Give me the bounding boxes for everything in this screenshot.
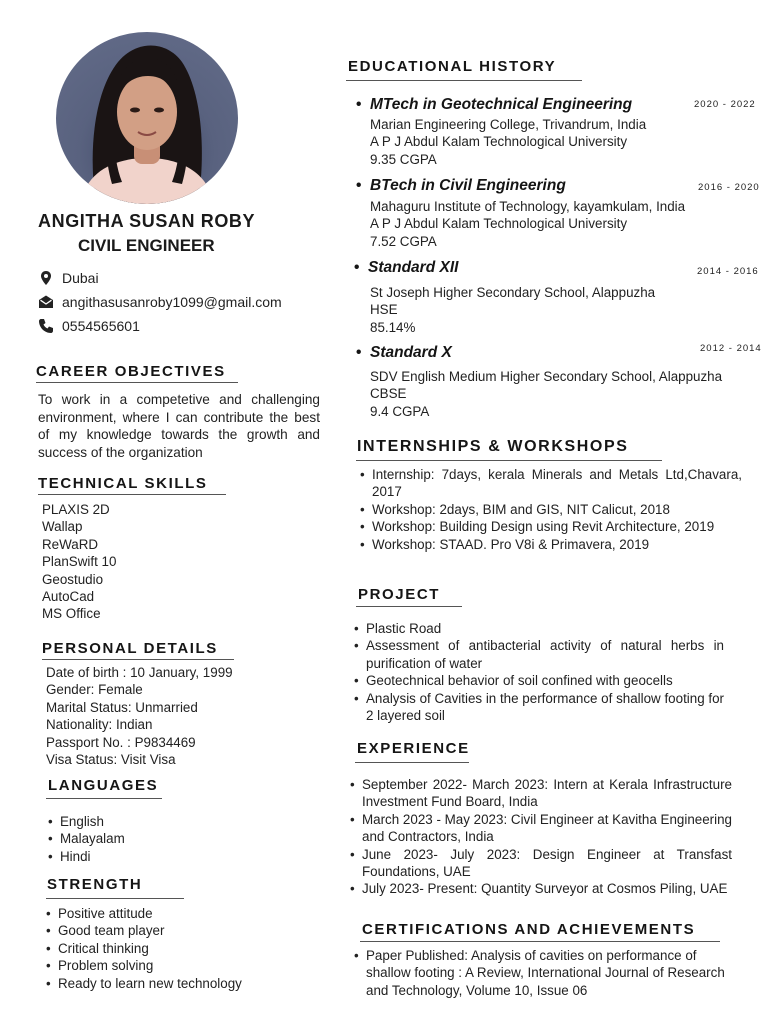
project-list — [354, 620, 724, 724]
list-item: Visa Status: Visit Visa — [46, 752, 176, 768]
phone-row — [38, 318, 140, 334]
board: CBSE — [370, 386, 407, 402]
list-item: • Good team player — [46, 922, 242, 939]
grade: 9.4 CGPA — [370, 403, 430, 419]
internships-divider — [356, 460, 662, 461]
institution: Marian Engineering College, Trivandrum, India — [370, 117, 647, 132]
university: A P J Abdul Kalam Technological University — [370, 216, 628, 232]
experience-list — [350, 776, 732, 898]
list-item: • Workshop: Building Design using Revit Architecture, 2019 — [360, 518, 742, 535]
list-item: • English — [48, 813, 125, 830]
candidate-role: CIVIL ENGINEER — [78, 236, 215, 255]
list-item: • Positive attitude — [46, 905, 242, 922]
list-item: • July 2023- Present: Quantity Surveyor at Cosmos Piling, UAE — [350, 880, 732, 897]
institution: SDV English Medium Higher Secondary School, Alappuzha — [370, 369, 723, 384]
degree-title: • MTech in Geotechnical Engineering — [370, 96, 632, 114]
experience-divider — [355, 762, 469, 763]
list-item: AutoCad — [42, 589, 95, 605]
strength-heading: STRENGTH — [47, 876, 143, 893]
profile-photo — [56, 32, 238, 204]
degree-years: 2016 - 2020 — [698, 182, 760, 193]
personal-divider — [42, 659, 234, 660]
degree-title: • Standard X — [370, 344, 452, 362]
degree-details — [370, 284, 655, 336]
grade: 85.14% — [370, 319, 416, 335]
skills-divider — [38, 494, 226, 495]
list-item: • Assessment of antibacterial activity of natural herbs in purification of water — [354, 637, 724, 672]
list-item: PLAXIS 2D — [42, 502, 110, 517]
list-item: PlanSwift 10 — [42, 554, 117, 570]
degree-title: • BTech in Civil Engineering — [370, 177, 566, 195]
list-item: • Paper Published: Analysis of cavities on performance of shallow footing : A Review, International Journal of Research and Technology, Volume 10, Issue 06 — [354, 947, 734, 999]
list-item: • Hindi — [48, 848, 125, 865]
email-row — [38, 294, 282, 310]
degree-years: 2012 - 2014 — [700, 343, 762, 354]
institution: St Joseph Higher Secondary School, Alappuzha — [370, 285, 656, 300]
university: A P J Abdul Kalam Technological University — [370, 134, 628, 150]
degree-title: • Standard XII — [368, 259, 458, 277]
certifications-divider — [360, 941, 720, 942]
portrait-illustration — [56, 32, 238, 204]
languages-list — [48, 813, 125, 865]
degree-years: 2014 - 2016 — [697, 266, 759, 277]
career-objectives-heading: CAREER OBJECTIVES — [36, 363, 226, 380]
languages-heading: LANGUAGES — [48, 777, 159, 794]
technical-skills-heading: TECHNICAL SKILLS — [38, 475, 208, 492]
career-divider — [36, 382, 238, 383]
list-item: • Problem solving — [46, 957, 242, 974]
degree-details — [370, 368, 722, 420]
phone-text[interactable]: 0554565601 — [62, 318, 140, 334]
list-item: Wallap — [42, 519, 83, 535]
list-item: Date of birth : 10 January, 1999 — [46, 665, 233, 680]
strength-list — [46, 905, 242, 992]
internships-heading: INTERNSHIPS & WORKSHOPS — [357, 438, 629, 455]
certifications-list — [354, 947, 734, 999]
project-heading: PROJECT — [358, 586, 441, 603]
personal-details-list — [46, 664, 233, 768]
list-item: • Workshop: 2days, BIM and GIS, NIT Calicut, 2018 — [360, 501, 742, 518]
certifications-heading: CERTIFICATIONS AND ACHIEVEMENTS — [362, 921, 696, 938]
degree-details — [370, 198, 685, 250]
technical-skills-list — [42, 501, 116, 623]
list-item: • September 2022- March 2023: Intern at Kerala Infrastructure Investment Fund Board, India — [350, 776, 732, 811]
list-item: • Analysis of Cavities in the performance of shallow footing for 2 layered soil — [354, 690, 724, 725]
list-item: Passport No. : P9834469 — [46, 734, 196, 750]
languages-divider — [46, 798, 162, 799]
personal-details-heading: PERSONAL DETAILS — [42, 640, 218, 657]
list-item: Gender: Female — [46, 682, 143, 698]
list-item: Nationality: Indian — [46, 717, 153, 733]
list-item: MS Office — [42, 606, 101, 622]
list-item: • March 2023 - May 2023: Civil Engineer at Kavitha Engineering and Contractors, India — [350, 811, 732, 846]
list-item: Marital Status: Unmarried — [46, 699, 198, 715]
location-text: Dubai — [62, 270, 99, 286]
degree-years: 2020 - 2022 — [694, 99, 756, 110]
board: HSE — [370, 302, 398, 318]
project-divider — [356, 606, 462, 607]
list-item: • Geotechnical behavior of soil confined with geocells — [354, 672, 724, 689]
internships-list — [360, 466, 742, 553]
list-item: • Plastic Road — [354, 620, 724, 637]
list-item: Geostudio — [42, 571, 104, 587]
list-item: • Critical thinking — [46, 940, 242, 957]
list-item: ReWaRD — [42, 536, 99, 552]
envelope-icon — [38, 294, 54, 310]
map-pin-icon — [38, 270, 54, 286]
list-item: • June 2023- July 2023: Design Engineer at Transfast Foundations, UAE — [350, 846, 732, 881]
list-item: • Malayalam — [48, 830, 125, 847]
institution: Mahaguru Institute of Technology, kayamkulam, India — [370, 199, 686, 214]
career-objectives-text: To work in a competetive and challenging environment, where I can contribute the best of my knowledge towards the growth and success of the organization — [38, 392, 320, 460]
list-item: • Ready to learn new technology — [46, 975, 242, 992]
educational-history-heading: EDUCATIONAL HISTORY — [348, 58, 557, 75]
grade: 9.35 CGPA — [370, 151, 437, 167]
experience-heading: EXPERIENCE — [357, 740, 470, 757]
phone-icon — [38, 318, 54, 334]
location-row — [38, 270, 99, 286]
list-item: • Workshop: STAAD. Pro V8i & Primavera, 2019 — [360, 536, 742, 553]
degree-details — [370, 116, 646, 168]
candidate-name: ANGITHA SUSAN ROBY — [38, 211, 256, 231]
email-text[interactable]: angithasusanroby1099@gmail.com — [62, 294, 282, 310]
list-item: • Internship: 7days, kerala Minerals and Metals Ltd,Chavara, 2017 — [360, 466, 742, 501]
grade: 7.52 CGPA — [370, 233, 437, 249]
strength-divider — [46, 898, 184, 899]
education-divider — [346, 80, 582, 81]
